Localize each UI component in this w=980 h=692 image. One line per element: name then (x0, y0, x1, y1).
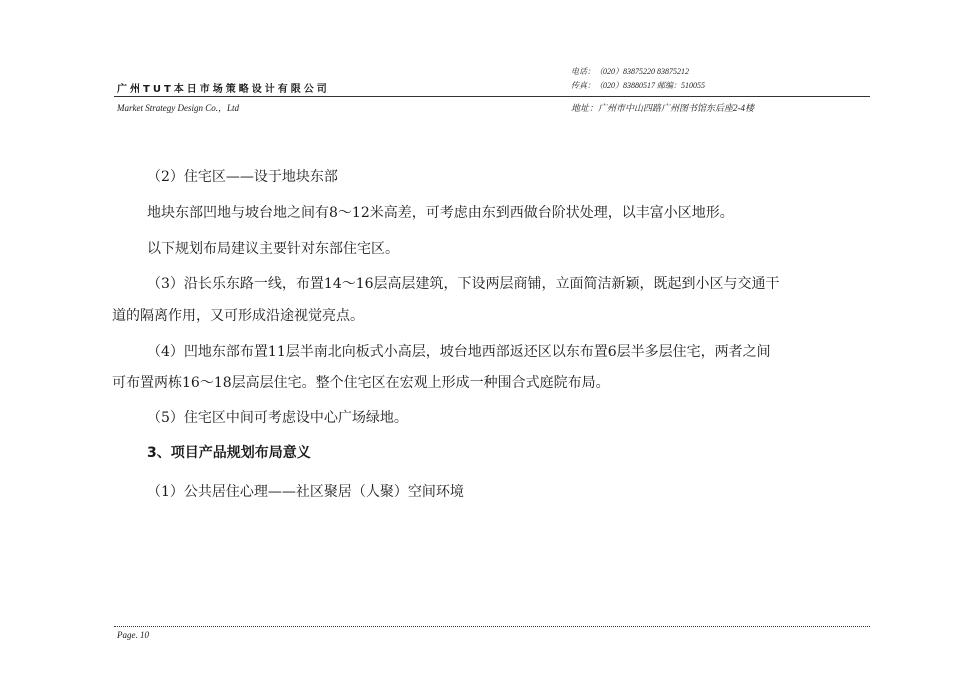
paragraph-terrain: 地块东部凹地与坡台地之间有8～12米高差，可考虑由东到西做台阶状处理，以丰富小区地形。 (147, 205, 734, 221)
header-company-name: 广州TUT本日市场策略设计有限公司 (117, 84, 330, 95)
section-heading: 3、项目产品规划布局意义 (147, 445, 311, 461)
header-company-english: Market Strategy Design Co.，Ltd (117, 103, 239, 113)
header-phone: 电话：（020）83875220 83875212 (571, 67, 689, 76)
paragraph-item-3-line1: （3）沿长乐东路一线，布置14～16层高层建筑，下设两层商铺，立面简洁新颖，既起到小区与交通干 (147, 276, 780, 292)
paragraph-item-1: （1）公共居住心理——社区聚居（人聚）空间环境 (147, 484, 464, 500)
paragraph-item-3-line2: 道的隔离作用，又可形成沿途视觉亮点。 (112, 308, 364, 324)
paragraph-item-4-line2: 可布置两栋16～18层高层住宅。整个住宅区在宏观上形成一种围合式庭院布局。 (112, 375, 610, 391)
footer-page-number: Page. 10 (117, 630, 149, 640)
footer-divider (114, 626, 870, 627)
header-fax: 传真：（020）83880517 邮编：510055 (571, 81, 705, 90)
header-address: 地址：广州市中山四路广州图书馆东后座2-4楼 (571, 103, 754, 113)
paragraph-item-5: （5）住宅区中间可考虑设中心广场绿地。 (147, 410, 408, 426)
paragraph-item-4-line1: （4）凹地东部布置11层半南北向板式小高层，坡台地西部返还区以东布置6层半多层住宅，两者之间 (147, 344, 771, 360)
header-divider (114, 96, 870, 97)
paragraph-layout-intro: 以下规划布局建议主要针对东部住宅区。 (147, 241, 399, 257)
paragraph-residential-zone: （2）住宅区——设于地块东部 (147, 169, 338, 185)
